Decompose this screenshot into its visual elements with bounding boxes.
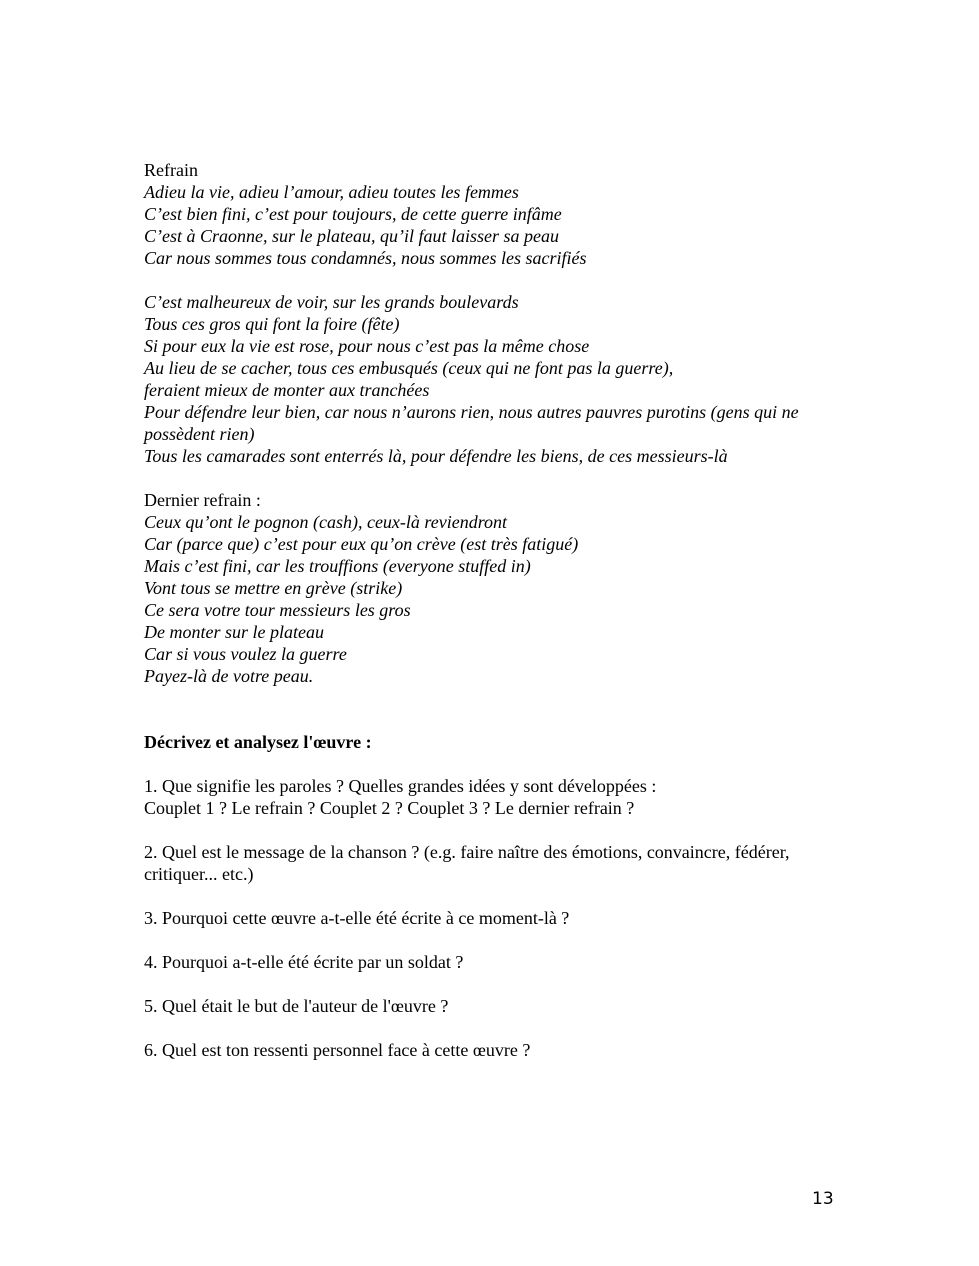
question-5: 5. Quel était le but de l'auteur de l'œuvre ? <box>144 996 449 1016</box>
final-refrain-line: Ce sera votre tour messieurs les gros <box>144 600 411 620</box>
spacer <box>144 973 844 995</box>
spacer <box>144 753 844 775</box>
verse-line: Si pour eux la vie est rose, pour nous c’est pas la même chose <box>144 336 590 356</box>
refrain-line: Adieu la vie, adieu l’amour, adieu toutes les femmes <box>144 182 519 202</box>
question-3: 3. Pourquoi cette œuvre a-t-elle été écrite à ce moment-là ? <box>144 908 570 928</box>
page-content <box>144 159 844 1061</box>
question-6: 6. Quel est ton ressenti personnel face à cette œuvre ? <box>144 1040 531 1060</box>
final-refrain-line: Ceux qu’ont le pognon (cash), ceux-là reviendront <box>144 512 508 532</box>
final-refrain-line: Car (parce que) c’est pour eux qu’on crève (est très fatigué) <box>144 534 579 554</box>
final-refrain-line: Payez-là de votre peau. <box>144 666 314 686</box>
question-1-line-1: 1. Que signifie les paroles ? Quelles grandes idées y sont développées : <box>144 776 657 796</box>
spacer <box>144 929 844 951</box>
analysis-title: Décrivez et analysez l'œuvre : <box>144 732 372 752</box>
spacer <box>144 269 844 291</box>
question-1-line-2: Couplet 1 ? Le refrain ? Couplet 2 ? Couplet 3 ? Le dernier refrain ? <box>144 798 635 818</box>
refrain-heading: Refrain <box>144 160 198 180</box>
verse-line: Pour défendre leur bien, car nous n’aurons rien, nous autres pauvres purotins (gens qui ne possèdent rien) <box>144 402 799 444</box>
spacer <box>144 467 844 489</box>
spacer <box>144 819 844 841</box>
verse-line: Tous les camarades sont enterrés là, pour défendre les biens, de ces messieurs-là <box>144 446 728 466</box>
final-refrain-heading: Dernier refrain : <box>144 490 261 510</box>
refrain-line: Car nous sommes tous condamnés, nous sommes les sacrifiés <box>144 248 587 268</box>
question-4: 4. Pourquoi a-t-elle été écrite par un soldat ? <box>144 952 464 972</box>
refrain-line: C’est bien fini, c’est pour toujours, de cette guerre infâme <box>144 204 562 224</box>
question-2: 2. Quel est le message de la chanson ? (e.g. faire naître des émotions, convaincre, fédérer, critiquer... etc.) <box>144 842 790 884</box>
final-refrain-line: Mais c’est fini, car les trouffions (everyone stuffed in) <box>144 556 531 576</box>
spacer <box>144 885 844 907</box>
final-refrain-line: Car si vous voulez la guerre <box>144 644 347 664</box>
verse-line: feraient mieux de monter aux tranchées <box>144 380 430 400</box>
verse-line: Au lieu de se cacher, tous ces embusqués (ceux qui ne font pas la guerre), <box>144 358 674 378</box>
final-refrain-line: Vont tous se mettre en grève (strike) <box>144 578 403 598</box>
spacer <box>144 687 844 731</box>
page-number: 13 <box>812 1189 834 1209</box>
verse-line: Tous ces gros qui font la foire (fête) <box>144 314 400 334</box>
verse-line: C’est malheureux de voir, sur les grands boulevards <box>144 292 519 312</box>
refrain-line: C’est à Craonne, sur le plateau, qu’il faut laisser sa peau <box>144 226 559 246</box>
spacer <box>144 1017 844 1039</box>
final-refrain-line: De monter sur le plateau <box>144 622 324 642</box>
